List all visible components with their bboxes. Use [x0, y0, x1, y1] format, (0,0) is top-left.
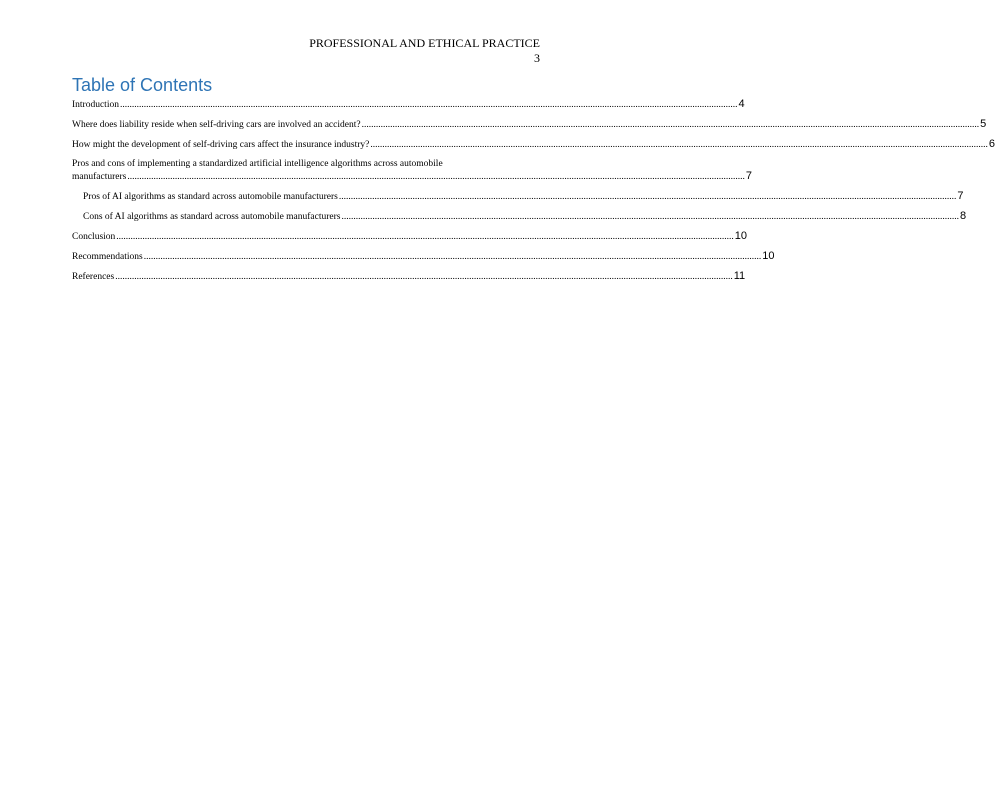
toc-entry-label-line2: manufacturers [72, 172, 127, 182]
toc-entry-cons[interactable] [72, 210, 967, 223]
toc-entry-pros-cons[interactable] [72, 158, 752, 183]
toc-entry-recommendations[interactable] [72, 250, 775, 263]
toc-leader-dots [115, 271, 733, 283]
toc-entry-label: Introduction [72, 100, 119, 110]
toc-entry-page: 7 [957, 190, 964, 202]
toc-entry-page: 6 [988, 138, 995, 150]
toc-leader-dots [339, 191, 957, 203]
toc-leader-dots [362, 119, 980, 131]
toc-entry-label: Pros of AI algorithms as standard across automobile manufacturers [83, 192, 338, 202]
toc-entry-introduction[interactable] [72, 98, 745, 111]
toc-entry-references[interactable] [72, 270, 746, 283]
toc-entry-label: Where does liability reside when self-driving cars are involved an accident? [72, 120, 361, 130]
toc-entry-page: 10 [762, 250, 775, 262]
toc-leader-dots [127, 171, 745, 183]
toc-leader-dots [144, 251, 762, 263]
toc-entry-label: References [72, 272, 115, 282]
toc-entry-pros[interactable] [72, 190, 964, 203]
toc-title: Table of Contents [72, 75, 213, 95]
toc-entry-page: 8 [960, 210, 967, 222]
toc-leader-dots [370, 139, 988, 151]
table-of-contents [72, 96, 995, 283]
toc-entry-page: 10 [734, 230, 748, 242]
toc-entry-label: How might the development of self-driving cars affect the insurance industry? [72, 140, 370, 150]
page-header [309, 36, 540, 66]
toc-leader-dots [120, 99, 738, 111]
toc-entry-page: 5 [980, 118, 987, 130]
toc-entry-label-line1: Pros and cons of implementing a standardized artificial intelligence algorithms across automobile [72, 159, 443, 169]
running-title: PROFESSIONAL AND ETHICAL PRACTICE [309, 36, 540, 50]
toc-entry-insurance[interactable] [72, 138, 995, 151]
page-number: 3 [534, 51, 540, 65]
toc-leader-dots [116, 231, 734, 243]
toc-entry-page: 4 [738, 98, 745, 110]
toc-entry-label: Conclusion [72, 232, 116, 242]
toc-entry-conclusion[interactable] [72, 230, 748, 243]
toc-entry-liability[interactable] [72, 118, 987, 131]
toc-entry-page: 7 [745, 170, 752, 182]
toc-entry-page: 11 [733, 270, 746, 282]
toc-entry-label: Cons of AI algorithms as standard across automobile manufacturers [83, 212, 341, 222]
toc-entry-label: Recommendations [72, 252, 143, 262]
toc-leader-dots [342, 211, 960, 223]
